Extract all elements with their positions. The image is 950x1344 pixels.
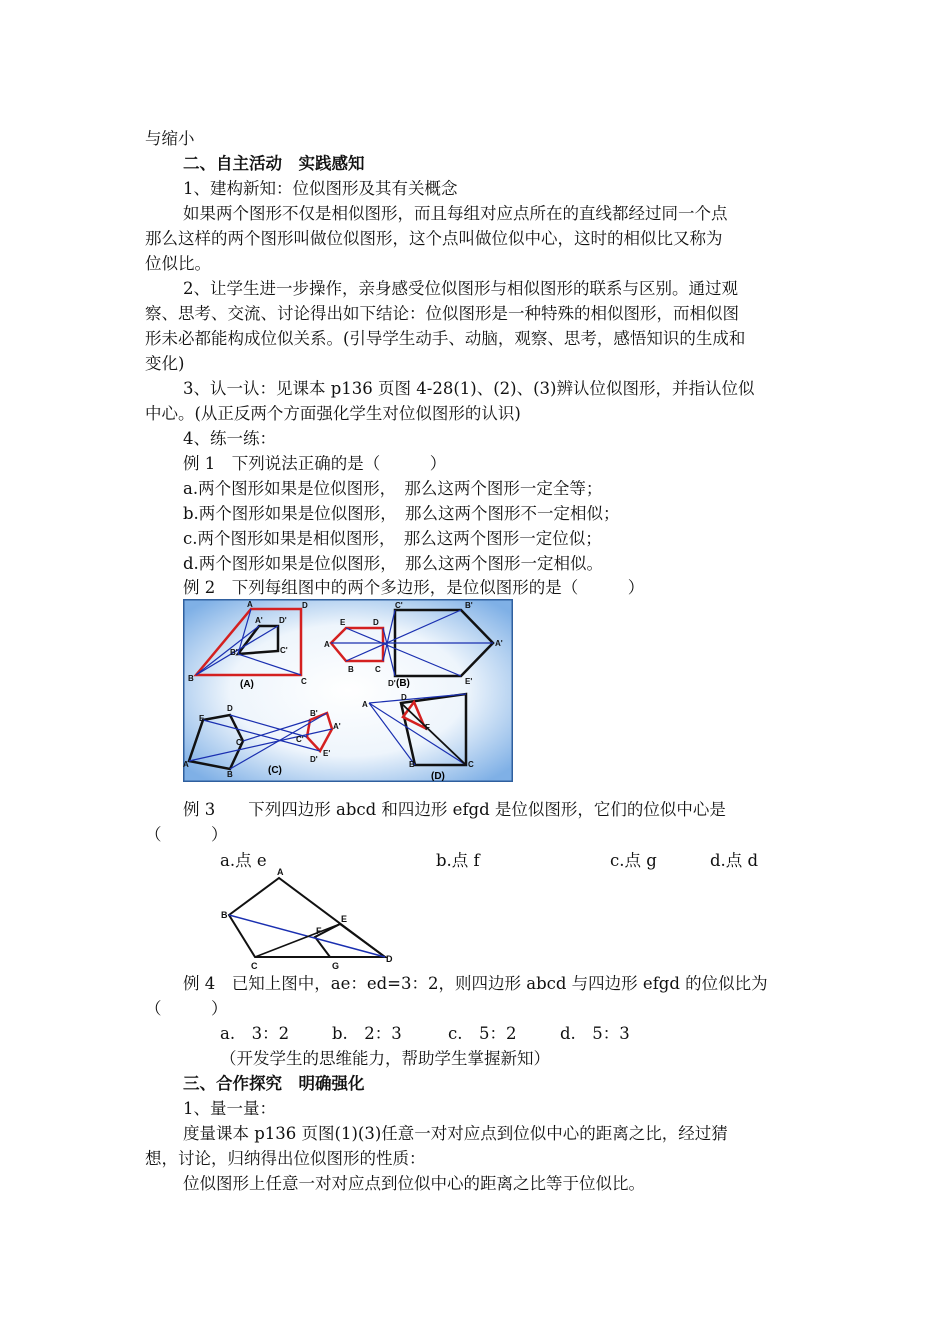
example-1-option-a: a.两个图形如果是位似图形， 那么这两个图形一定全等； xyxy=(183,479,603,498)
similar-polygons-diagram xyxy=(183,599,513,782)
text-line: 4、练一练： xyxy=(183,429,276,448)
text-line: 如果两个图形不仅是相似图形，而且每组对应点所在的直线都经过同一个点 xyxy=(183,204,728,223)
svg-text:D: D xyxy=(401,693,407,702)
example-1-question: 例 1 下列说法正确的是（ ） xyxy=(183,454,447,473)
example-2-question: 例 2 下列每组图中的两个多边形，是位似图形的是（ ） xyxy=(183,578,645,597)
example-3-figure xyxy=(215,864,395,974)
text-line: 察、思考、交流、讨论得出如下结论：位似图形是一种特殊的相似图形，而相似图 xyxy=(145,304,739,323)
svg-text:E: E xyxy=(199,714,205,723)
svg-text:E': E' xyxy=(323,749,331,758)
example-3-option-c: c.点 g xyxy=(610,851,657,870)
svg-text:A: A xyxy=(183,760,189,769)
svg-text:B: B xyxy=(188,674,194,683)
svg-text:D: D xyxy=(373,618,379,627)
text-line: 3、认一认：见课本 p136 页图 4-28(1)、(2)、(3)辨认位似图形，并指认位似 xyxy=(183,379,755,398)
svg-text:A: A xyxy=(277,867,284,877)
svg-text:E': E' xyxy=(465,677,473,686)
svg-text:C: C xyxy=(301,677,307,686)
example-1-option-d: d.两个图形如果是位似图形， 那么这两个图形一定相似。 xyxy=(183,554,604,573)
svg-text:D: D xyxy=(227,704,233,713)
svg-text:A: A xyxy=(247,600,253,609)
svg-text:C: C xyxy=(251,961,258,971)
svg-text:E: E xyxy=(340,618,346,627)
svg-text:E: E xyxy=(341,914,348,924)
text-line: 位似比。 xyxy=(145,254,211,273)
example-3-option-d: d.点 d xyxy=(710,851,759,870)
svg-text:D: D xyxy=(302,601,308,610)
svg-text:B: B xyxy=(409,760,415,769)
svg-text:B: B xyxy=(221,910,228,920)
example-4-option-c: c. 5：2 xyxy=(448,1024,517,1043)
svg-text:C: C xyxy=(468,760,474,769)
teaching-note: （开发学生的思维能力，帮助学生掌握新知） xyxy=(220,1049,550,1068)
svg-text:B': B' xyxy=(230,648,238,657)
svg-text:C': C' xyxy=(395,601,403,610)
quadrilateral-diagram xyxy=(215,864,395,974)
svg-text:C: C xyxy=(375,665,381,674)
svg-text:B': B' xyxy=(465,601,473,610)
svg-text:A: A xyxy=(362,700,368,709)
svg-text:A': A' xyxy=(333,722,341,731)
svg-text:A': A' xyxy=(495,639,503,648)
example-4-option-d: d. 5：3 xyxy=(560,1024,630,1043)
svg-text:C: C xyxy=(236,738,242,747)
example-3-option-b: b.点 f xyxy=(436,851,480,870)
example-2-figure xyxy=(183,599,513,782)
svg-text:D': D' xyxy=(388,679,396,688)
text-line: 1、量一量： xyxy=(183,1099,276,1118)
figure-caption: (A) xyxy=(240,679,254,690)
text-line: （ ） xyxy=(145,999,228,1018)
example-4-option-a: a. 3：2 xyxy=(220,1024,290,1043)
text-line: 想，讨论，归纳得出位似图形的性质： xyxy=(145,1149,426,1168)
text-line: 与缩小 xyxy=(145,129,195,148)
svg-text:F: F xyxy=(316,926,322,936)
svg-text:G: G xyxy=(332,961,340,971)
section-heading-2: 二、自主活动 实践感知 xyxy=(183,154,365,173)
text-line: （ ） xyxy=(145,825,228,844)
figure-caption: (C) xyxy=(268,765,282,776)
example-3-option-a: a.点 e xyxy=(220,851,267,870)
text-line: 度量课本 p136 页图(1)(3)任意一对对应点到位似中心的距离之比，经过猜 xyxy=(183,1124,728,1143)
svg-text:F: F xyxy=(425,723,430,732)
figure-caption: (B) xyxy=(396,678,410,689)
svg-text:A': A' xyxy=(255,616,263,625)
text-line: 那么这样的两个图形叫做位似图形，这个点叫做位似中心，这时的相似比又称为 xyxy=(145,229,723,248)
text-line: 位似图形上任意一对对应点到位似中心的距离之比等于位似比。 xyxy=(183,1174,645,1193)
text-line: 中心。(从正反两个方面强化学生对位似图形的认识) xyxy=(145,404,521,423)
text-line: 形未必都能构成位似关系。(引导学生动手、动脑，观察、思考，感悟知识的生成和 xyxy=(145,329,746,348)
text-line: 1、建构新知：位似图形及其有关概念 xyxy=(183,179,458,198)
example-3-question: 例 3 下列四边形 abcd 和四边形 efgd 是位似图形，它们的位似中心是 xyxy=(183,800,726,819)
svg-text:B: B xyxy=(227,770,233,779)
svg-text:D': D' xyxy=(310,755,318,764)
svg-text:B': B' xyxy=(310,709,318,718)
example-4-option-b: b. 2：3 xyxy=(332,1024,402,1043)
example-1-option-c: c.两个图形如果是相似图形， 那么这两个图形一定位似； xyxy=(183,529,602,548)
svg-text:D': D' xyxy=(279,616,287,625)
example-1-option-b: b.两个图形如果是位似图形， 那么这两个图形不一定相似； xyxy=(183,504,620,523)
figure-frame xyxy=(183,599,513,782)
svg-text:A: A xyxy=(324,640,330,649)
example-4-question: 例 4 已知上图中，ae：ed=3：2，则四边形 abcd 与四边形 efgd 的位似比为 xyxy=(183,974,768,993)
figure-caption: (D) xyxy=(431,771,445,782)
svg-text:C': C' xyxy=(280,646,288,655)
section-heading-3: 三、合作探究 明确强化 xyxy=(183,1074,365,1093)
svg-text:B: B xyxy=(348,665,354,674)
text-line: 变化) xyxy=(145,354,185,373)
svg-text:C': C' xyxy=(296,735,304,744)
text-line: 2、让学生进一步操作，亲身感受位似图形与相似图形的联系与区别。通过观 xyxy=(183,279,738,298)
svg-text:D: D xyxy=(386,954,393,964)
